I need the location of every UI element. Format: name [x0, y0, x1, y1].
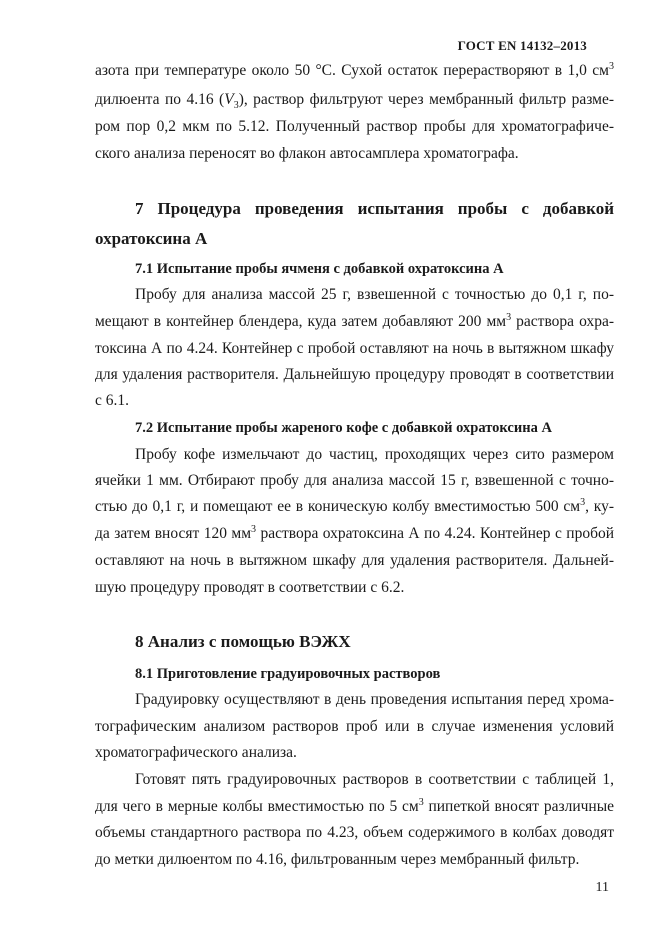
text-line: Градуировку осуществляют в день проведения испытания перед хрома- [135, 691, 614, 708]
page-number: 11 [595, 880, 609, 895]
text-line: Готовят пять градуировочных растворов в соответствии с таблицей 1, [135, 771, 614, 788]
text-line: до метки дилюентом по 4.16, фильтрованным через мембранный фильтр. [95, 851, 580, 868]
text-line: ячейки 1 мм. Отбирают пробу для анализа массой 15 г, взвешенной с точно- [95, 472, 614, 489]
text-line: объемы стандартного раствора по 4.23, объем содержимого в колбах доводят [95, 824, 614, 841]
subsection-8-1-title: 8.1 Приготовление градуировочных растворов [135, 666, 441, 682]
text-line: с 6.1. [95, 392, 130, 409]
subsection-7-2-title: 7.2 Испытание пробы жареного кофе с добавкой охратоксина А [135, 420, 552, 436]
text-line: дилюента по 4.16 $(V_3)$, раствор фильтруют через мембранный фильтр разме- [95, 91, 614, 112]
text-line: хроматографического анализа. [95, 744, 297, 761]
text-line: азота при температуре около 50 °С. Сухой остаток перерастворяют в 1,0 $см^3$ [95, 60, 614, 79]
text-line: Пробу для анализа массой 25 г, взвешенной с точностью до 0,1 г, по- [135, 286, 614, 303]
text-line: оставляют на ночь в вытяжном шкафу для удаления растворителя. Дальней- [95, 552, 614, 569]
text-line: Пробу кофе измельчают до частиц, проходящих через сито размером [135, 446, 614, 463]
section-7-title-cont: охратоксина А [95, 229, 208, 248]
section-8-title: 8 Анализ с помощью ВЭЖХ [135, 632, 351, 651]
text-line: да затем вносят 120 $мм^3$ раствора охратоксина А по 4.24. Контейнер с пробой [95, 523, 614, 542]
text-line: токсина А по 4.24. Контейнер с пробой оставляют на ночь в вытяжном шкафу [95, 340, 614, 357]
text-line: для чего в мерные колбы вместимостью по 5 $см^3$ пипеткой вносят различные [95, 796, 615, 815]
text-line: ром пор 0,2 мкм по 5.12. Полученный раствор пробы для хроматографиче- [95, 118, 614, 135]
text-line: ского анализа переносят во флакон автосамплера хроматографа. [95, 145, 519, 162]
subsection-7-1-title: 7.1 Испытание пробы ячменя с добавкой охратоксина А [135, 261, 504, 277]
text-line: тографическим анализом растворов проб или в случае изменения условий [95, 718, 614, 735]
text-line: для удаления растворителя. Дальнейшую процедуру проводят в соответствии [95, 366, 614, 383]
text-line: стью до 0,1 г, и помещают ее в коническую колбу вместимостью 500 $см^3$, ку- [95, 496, 614, 515]
text-line: мещают в контейнер блендера, куда затем добавляют 200 $мм^3$ раствора охра- [95, 311, 615, 330]
section-7-title: 7 Процедура проведения испытания пробы с добавкой [135, 199, 614, 218]
text-line: шую процедуру проводят в соответствии с 6.2. [95, 579, 405, 596]
standard-header: ГОСТ EN 14132–2013 [457, 38, 587, 53]
